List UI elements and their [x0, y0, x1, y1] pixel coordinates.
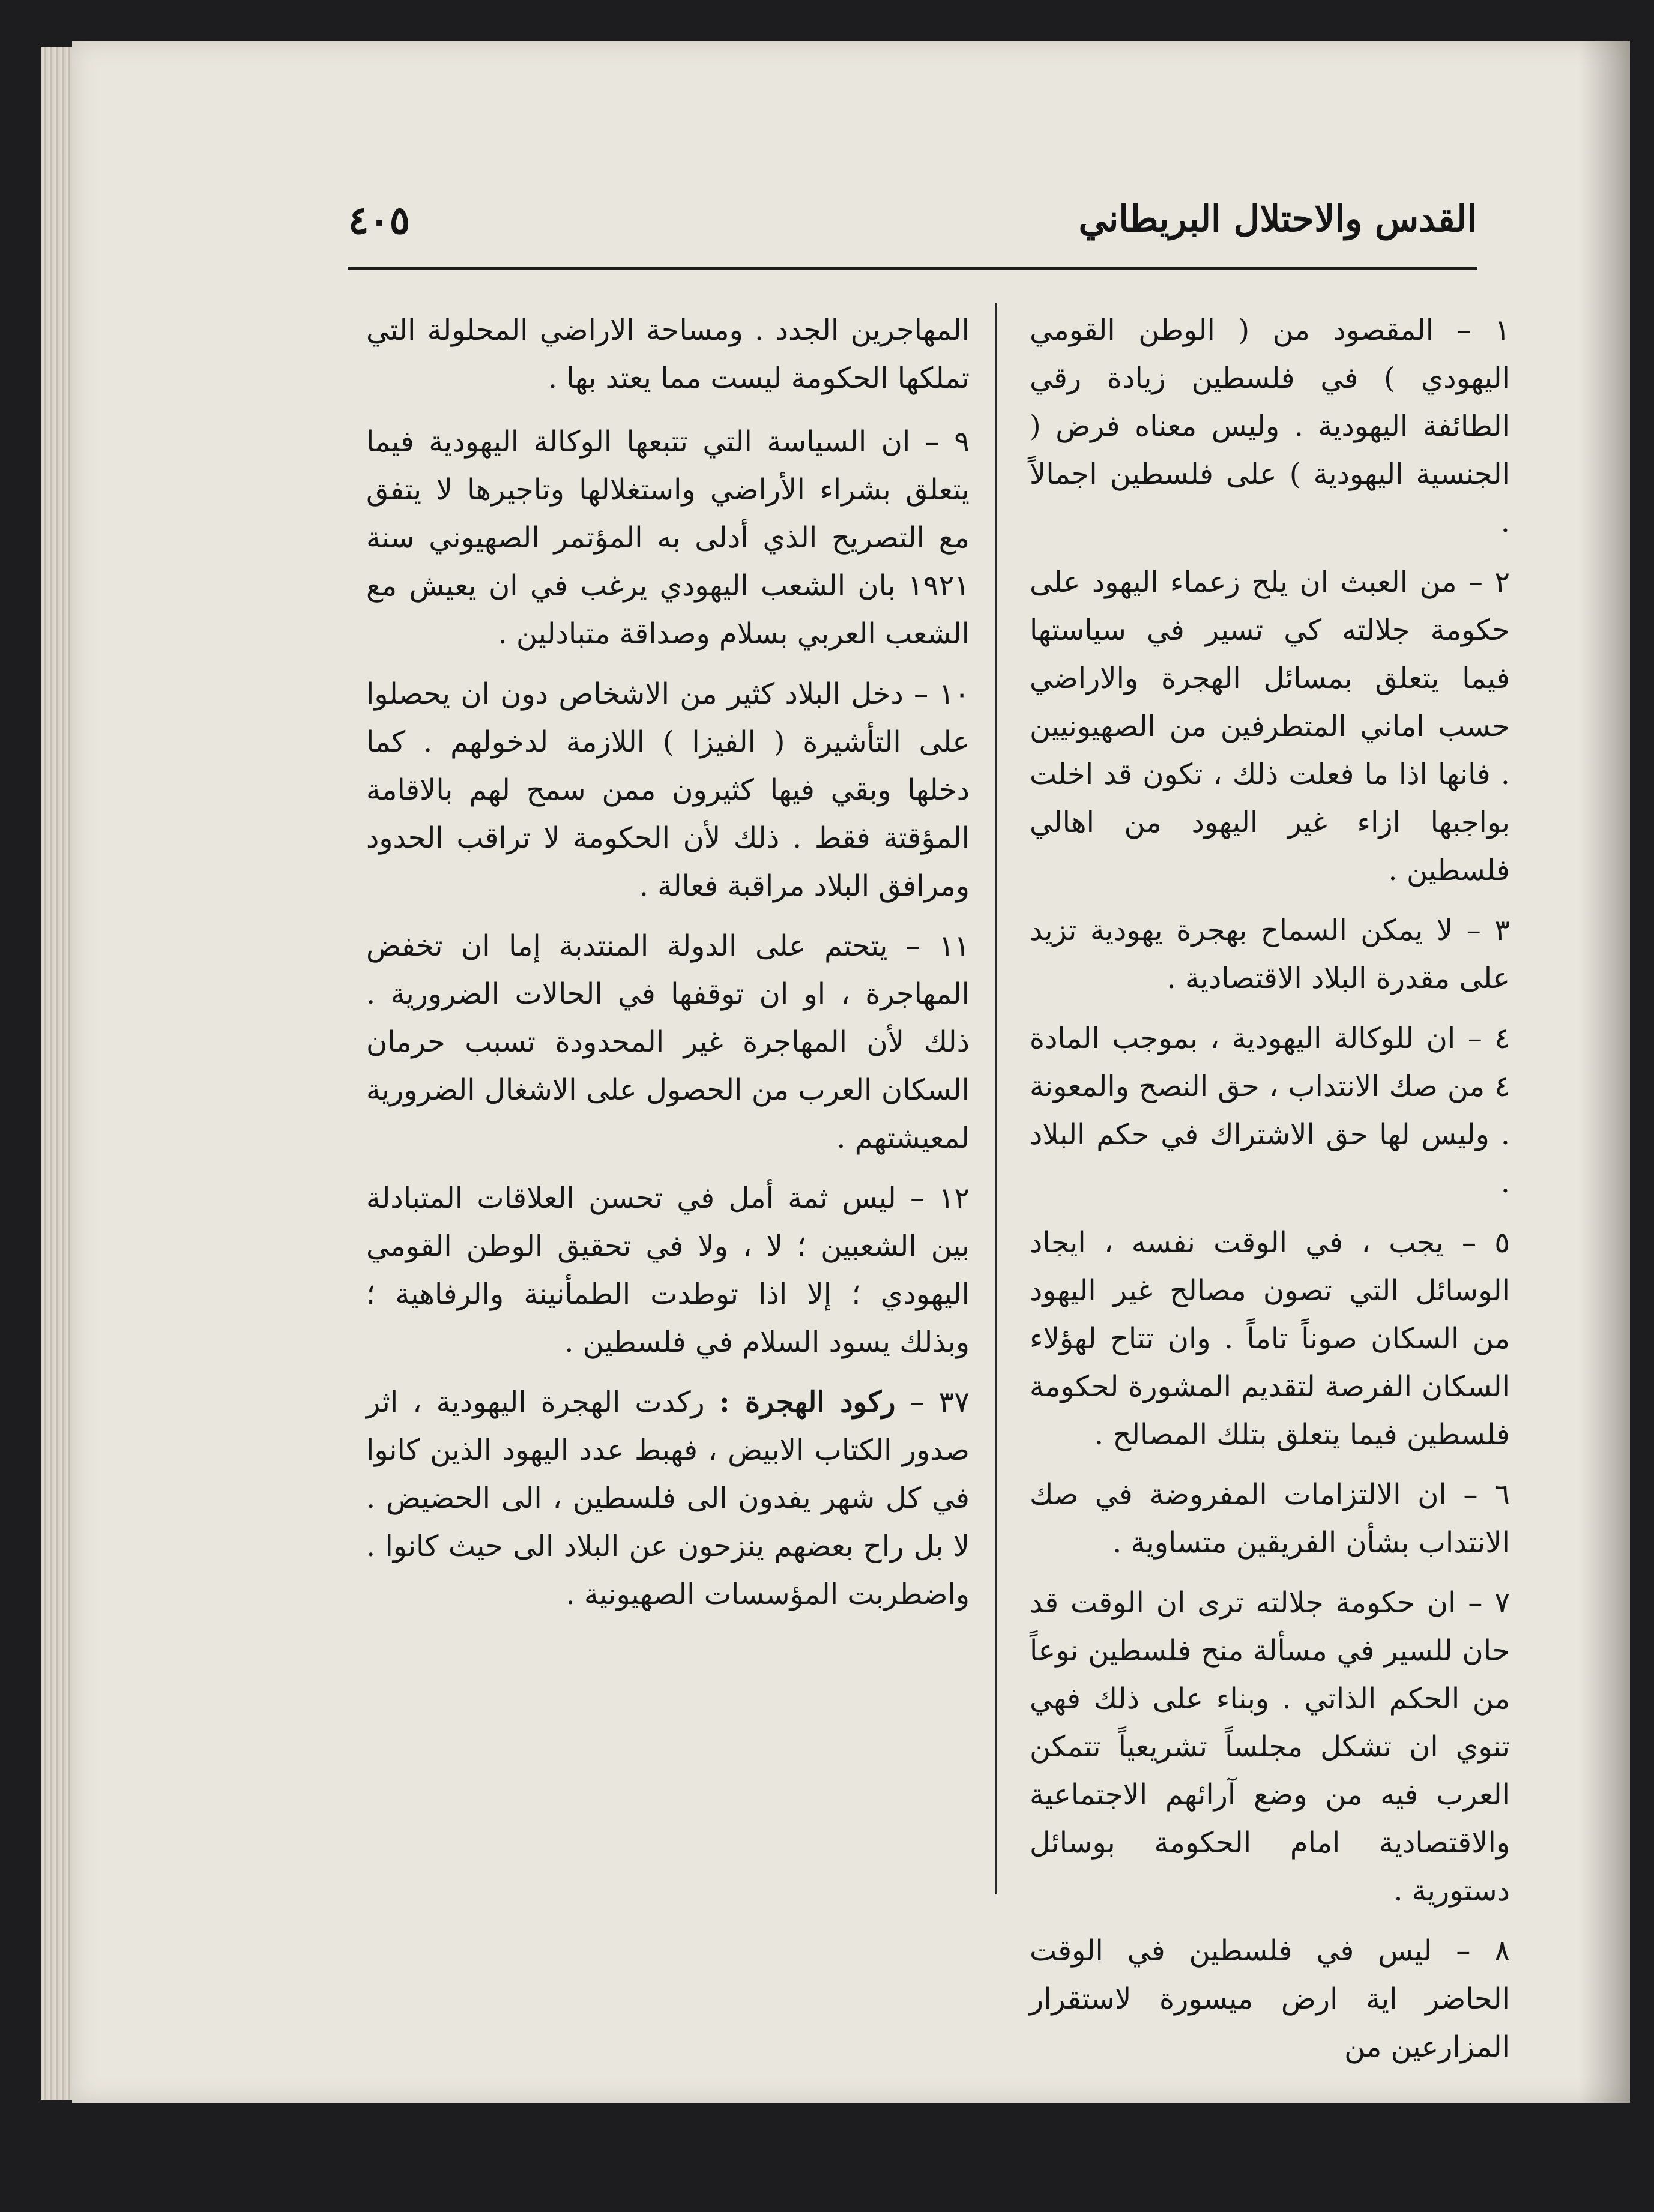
list-item: [366, 1174, 970, 1366]
continuation-paragraph: المهاجرين الجدد . ومساحة الاراضي المحلولة التي تملكها الحكومة ليست مما يعتد بها .: [366, 313, 970, 395]
page-header: [348, 198, 1477, 264]
item-text: دخل البلاد كثير من الاشخاص دون ان يحصلوا على التأشيرة ( الفيزا ) اللازمة لدخولهم . كما دخلها وبقي فيها كثيرون ممن سمح لهم بالاقامة المؤقتة فقط . ذلك لأن الحكومة لا تراقب الحدود ومرافق البلاد مراقبة فعالة .: [366, 677, 970, 903]
list-item: [1030, 1471, 1510, 1567]
left-column: [366, 306, 970, 1630]
list-item: [366, 922, 970, 1162]
item-number: ١٠ –: [914, 677, 970, 711]
section-number: ٣٧ –: [910, 1385, 970, 1419]
item-number: ٢ –: [1468, 565, 1510, 599]
right-column: [1030, 306, 1510, 2083]
item-number: ٦ –: [1463, 1478, 1511, 1511]
item-text: ان الالتزامات المفروضة في صك الانتداب بشأن الفريقين متساوية .: [1030, 1478, 1510, 1560]
item-text: لا يمكن السماح بهجرة يهودية تزيد على مقدرة البلاد الاقتصادية .: [1030, 914, 1510, 995]
section-text: ركدت الهجرة اليهودية ، اثر صدور الكتاب الابيض ، فهبط عدد اليهود الذين كانوا في كل شهر يفدون الى فلسطين ، الى الحضيض . لا بل راح بعضهم ينزحون عن البلاد الى حيث كانوا . واضطربت المؤسسات الصهيونية .: [366, 1385, 970, 1611]
section-paragraph: [366, 1378, 970, 1618]
item-number: ١١ –: [905, 929, 970, 963]
running-title: القدس والاحتلال البريطاني: [1078, 198, 1477, 240]
item-text: ان للوكالة اليهودية ، بموجب المادة ٤ من صك الانتداب ، حق النصح والمعونة . وليس لها حق الاشتراك في حكم البلاد .: [1030, 1022, 1510, 1199]
item-number: ١ –: [1456, 313, 1510, 347]
list-item: [366, 670, 970, 910]
item-number: ٩ –: [925, 425, 970, 459]
list-item: [1030, 306, 1510, 546]
list-item: [1030, 1219, 1510, 1459]
list-item: [1030, 1579, 1510, 1915]
item-number: ١٢ –: [910, 1181, 970, 1215]
item-text: ان حكومة جلالته ترى ان الوقت قد حان للسير في مسألة منح فلسطين نوعاً من الحكم الذاتي . وبناء على ذلك فهي تنوي ان تشكل مجلساً تشريعياً تتمكن العرب فيه من وضع آرائهم الاجتماعية والاقتصادية امام الحكومة بوسائل دستورية .: [1030, 1586, 1511, 1908]
item-number: ٣ –: [1466, 914, 1510, 947]
column-divider: [995, 303, 997, 1894]
list-item: [1030, 906, 1510, 1002]
item-text: ان السياسة التي تتبعها الوكالة اليهودية فيما يتعلق بشراء الأراضي واستغلالها وتاجيرها لا يتفق مع التصريح الذي أدلى به المؤتمر الصهيوني سنة ١٩٢١ بان الشعب اليهودي يرغب في ان يعيش مع الشعب العربي بسلام وصداقة متبادلين .: [366, 425, 970, 651]
list-item: [1030, 1014, 1510, 1207]
item-text: من العبث ان يلح زعماء اليهود على حكومة جلالته كي تسير في سياستها فيما يتعلق بمسائل الهجرة والاراضي حسب اماني المتطرفين من الصهيونيين . فانها اذا ما فعلت ذلك ، تكون قد اخلت بواجبها ازاء غير اليهود من اهالي فلسطين .: [1030, 565, 1511, 887]
section-heading: ركود الهجرة :: [719, 1385, 896, 1419]
list-item: [366, 418, 970, 658]
item-text: يتحتم على الدولة المنتدبة إما ان تخفض المهاجرة ، او ان توقفها في الحالات الضرورية . ذلك لأن المهاجرة غير المحدودة تسبب حرمان السكان العرب من الحصول على الاشغال الضرورية لمعيشتهم .: [366, 929, 970, 1155]
list-item: [1030, 1927, 1510, 2071]
item-number: ٤ –: [1467, 1022, 1510, 1055]
page-number: ٤٠٥: [348, 198, 411, 243]
item-text: ليس ثمة أمل في تحسن العلاقات المتبادلة بين الشعبين ؛ لا ، ولا في تحقيق الوطن القومي اليهودي ؛ إلا اذا توطدت الطمأنينة والرفاهية ؛ وبذلك يسود السلام في فلسطين .: [366, 1181, 970, 1359]
book-gutter-shadow: [1579, 41, 1630, 2103]
item-number: ٨ –: [1456, 1934, 1510, 1968]
header-rule: [348, 267, 1477, 270]
list-item: [1030, 558, 1510, 894]
item-text: المقصود من ( الوطن القومي اليهودي ) في فلسطين زيادة رقي الطائفة اليهودية . وليس معناه فرض ( الجنسية اليهودية ) على فلسطين اجمالاً .: [1030, 313, 1510, 539]
item-text: يجب ، في الوقت نفسه ، ايجاد الوسائل التي تصون مصالح غير اليهود من السكان صوناً تاماً . وان تتاح لهؤلاء السكان الفرصة لتقديم المشورة لحكومة فلسطين فيما يتعلق بتلك المصالح .: [1030, 1226, 1510, 1451]
item-number: ٧ –: [1468, 1586, 1510, 1620]
item-number: ٥ –: [1461, 1226, 1510, 1259]
item-text: ليس في فلسطين في الوقت الحاضر اية ارض ميسورة لاستقرار المزارعين من: [1030, 1934, 1510, 2064]
